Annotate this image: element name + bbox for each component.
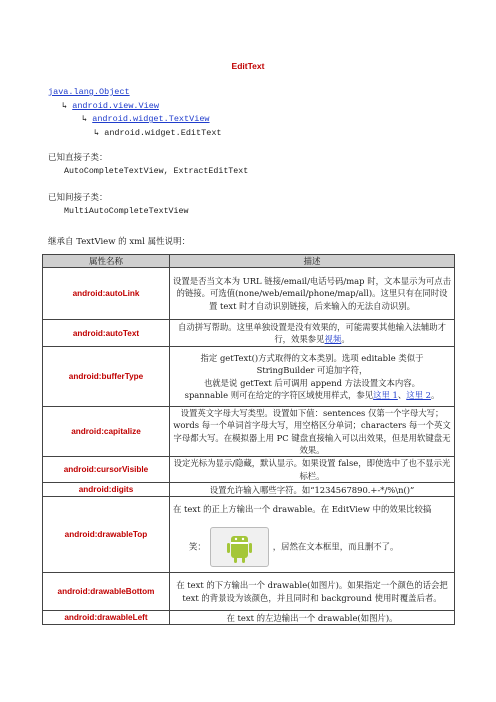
attr-desc: 设置英文字母大写类型。设置如下值：sentences 仅第一个字母大写；words 每一个单词首字母大写，用空格区分单词；characters 每一个英文字母都大写。在模拟器上用 PC 键盘直接输入可以出效果，但是用软键盘无效果。 — [170, 407, 455, 457]
separator: 、 — [397, 389, 407, 400]
attr-desc: 在 text 的左边输出一个 drawable(如图片)。 — [170, 611, 455, 625]
class-hierarchy — [48, 86, 222, 140]
indirect-subclasses — [48, 192, 188, 218]
hierarchy-item — [48, 127, 222, 141]
table-row — [43, 497, 455, 573]
page-title: EditText — [231, 61, 265, 71]
hierarchy-link-object[interactable]: java.lang.Object — [48, 87, 130, 97]
table-row — [43, 347, 455, 407]
attr-name: android:bufferType — [43, 347, 170, 407]
desc-text: 。 — [430, 389, 440, 400]
ref-link-2[interactable]: 这里 2 — [406, 389, 431, 400]
attr-desc: 设定光标为显示/隐藏，默认显示。如果设置 false，即使选中了也不显示光标栏。 — [170, 457, 455, 483]
android-robot-icon — [210, 527, 269, 567]
indirect-subclasses-value: MultiAutoCompleteTextView — [64, 207, 189, 216]
desc-text: 。 — [341, 334, 350, 344]
attr-name: android:drawableLeft — [43, 611, 170, 625]
attribute-table — [42, 254, 455, 625]
video-link[interactable]: 视频 — [324, 334, 342, 344]
hierarchy-link-textview[interactable]: android.widget.TextView — [92, 114, 210, 125]
table-row — [43, 611, 455, 625]
ref-link-1[interactable]: 这里 1 — [373, 389, 398, 400]
attr-name: android:autoLink — [43, 268, 170, 320]
attr-name: android:digits — [43, 483, 170, 497]
table-row — [43, 268, 455, 320]
table-header-row — [43, 255, 455, 268]
hierarchy-item[interactable] — [48, 100, 222, 114]
arrow-icon: ↳ — [94, 127, 105, 138]
hierarchy-link-view[interactable]: android.view.View — [72, 100, 159, 111]
table-row — [43, 407, 455, 457]
attr-name: android:autoText — [43, 320, 170, 347]
desc-line: 也就是说 getText 后可调用 append 方法设置文本内容。 — [203, 377, 421, 388]
desc-text: 自动拼写帮助。这里单独设置是没有效果的，可能需要其他输入法辅助才行，效果参见 — [178, 321, 446, 344]
attr-desc: 在 text 的下方输出一个 drawable(如图片)。如果指定一个颜色的话会把 text 的背景设为该颜色，并且同时和 background 使用时覆盖后者。 — [170, 573, 455, 611]
attr-name: android:drawableTop — [43, 497, 170, 573]
desc-line — [173, 389, 451, 401]
attr-desc: 设置是否当文本为 URL 链接/email/电话号码/map 时，文本显示为可点击的链接。可选值(none/web/email/phone/map/all)。这里只有在同时设置 text 时才自动识别链接，后来输入的无法自动识别。 — [170, 268, 455, 320]
table-row — [43, 573, 455, 611]
table-row — [43, 483, 455, 497]
desc-line: 指定 getText()方式取得的文本类别。选项 editable 类似于 StringBuilder 可追加字符， — [200, 352, 424, 376]
table-row — [43, 320, 455, 347]
hierarchy-current-class: android.widget.EditText — [104, 127, 222, 138]
attr-name: android:capitalize — [43, 407, 170, 457]
direct-subclasses-value: AutoCompleteTextView, ExtractEditText — [64, 167, 249, 176]
indirect-subclasses-label: 已知间接子类： — [48, 193, 108, 203]
attr-desc — [170, 497, 455, 573]
desc-text: 笑： — [189, 541, 206, 552]
hierarchy-item[interactable] — [48, 113, 222, 127]
desc-line: 在 text 的正上方输出一个 drawable。在 EditView 中的效果比较搞 — [173, 503, 432, 514]
attr-name: android:cursorVisible — [43, 457, 170, 483]
direct-subclasses — [48, 152, 248, 178]
hierarchy-item[interactable] — [48, 86, 222, 100]
attr-desc — [170, 347, 455, 407]
inherit-label: 继承自 TextView 的 xml 属性说明： — [48, 237, 191, 247]
attr-name: android:drawableBottom — [43, 573, 170, 611]
header-description: 描述 — [170, 255, 455, 268]
desc-line — [173, 527, 451, 567]
direct-subclasses-label: 已知直接子类： — [48, 153, 108, 163]
arrow-icon: ↳ — [82, 114, 93, 125]
attr-desc: 设置允许输入哪些字符。如“1234567890.+-*/%\n()” — [170, 483, 455, 497]
arrow-icon: ↳ — [62, 100, 73, 111]
attr-desc — [170, 320, 455, 347]
header-attr-name: 属性名称 — [43, 255, 170, 268]
desc-text: ，居然在文本框里，而且删不了。 — [272, 541, 399, 552]
table-row — [43, 457, 455, 483]
desc-text: spannable 则可在给定的字符区域使用样式，参见 — [184, 389, 374, 400]
